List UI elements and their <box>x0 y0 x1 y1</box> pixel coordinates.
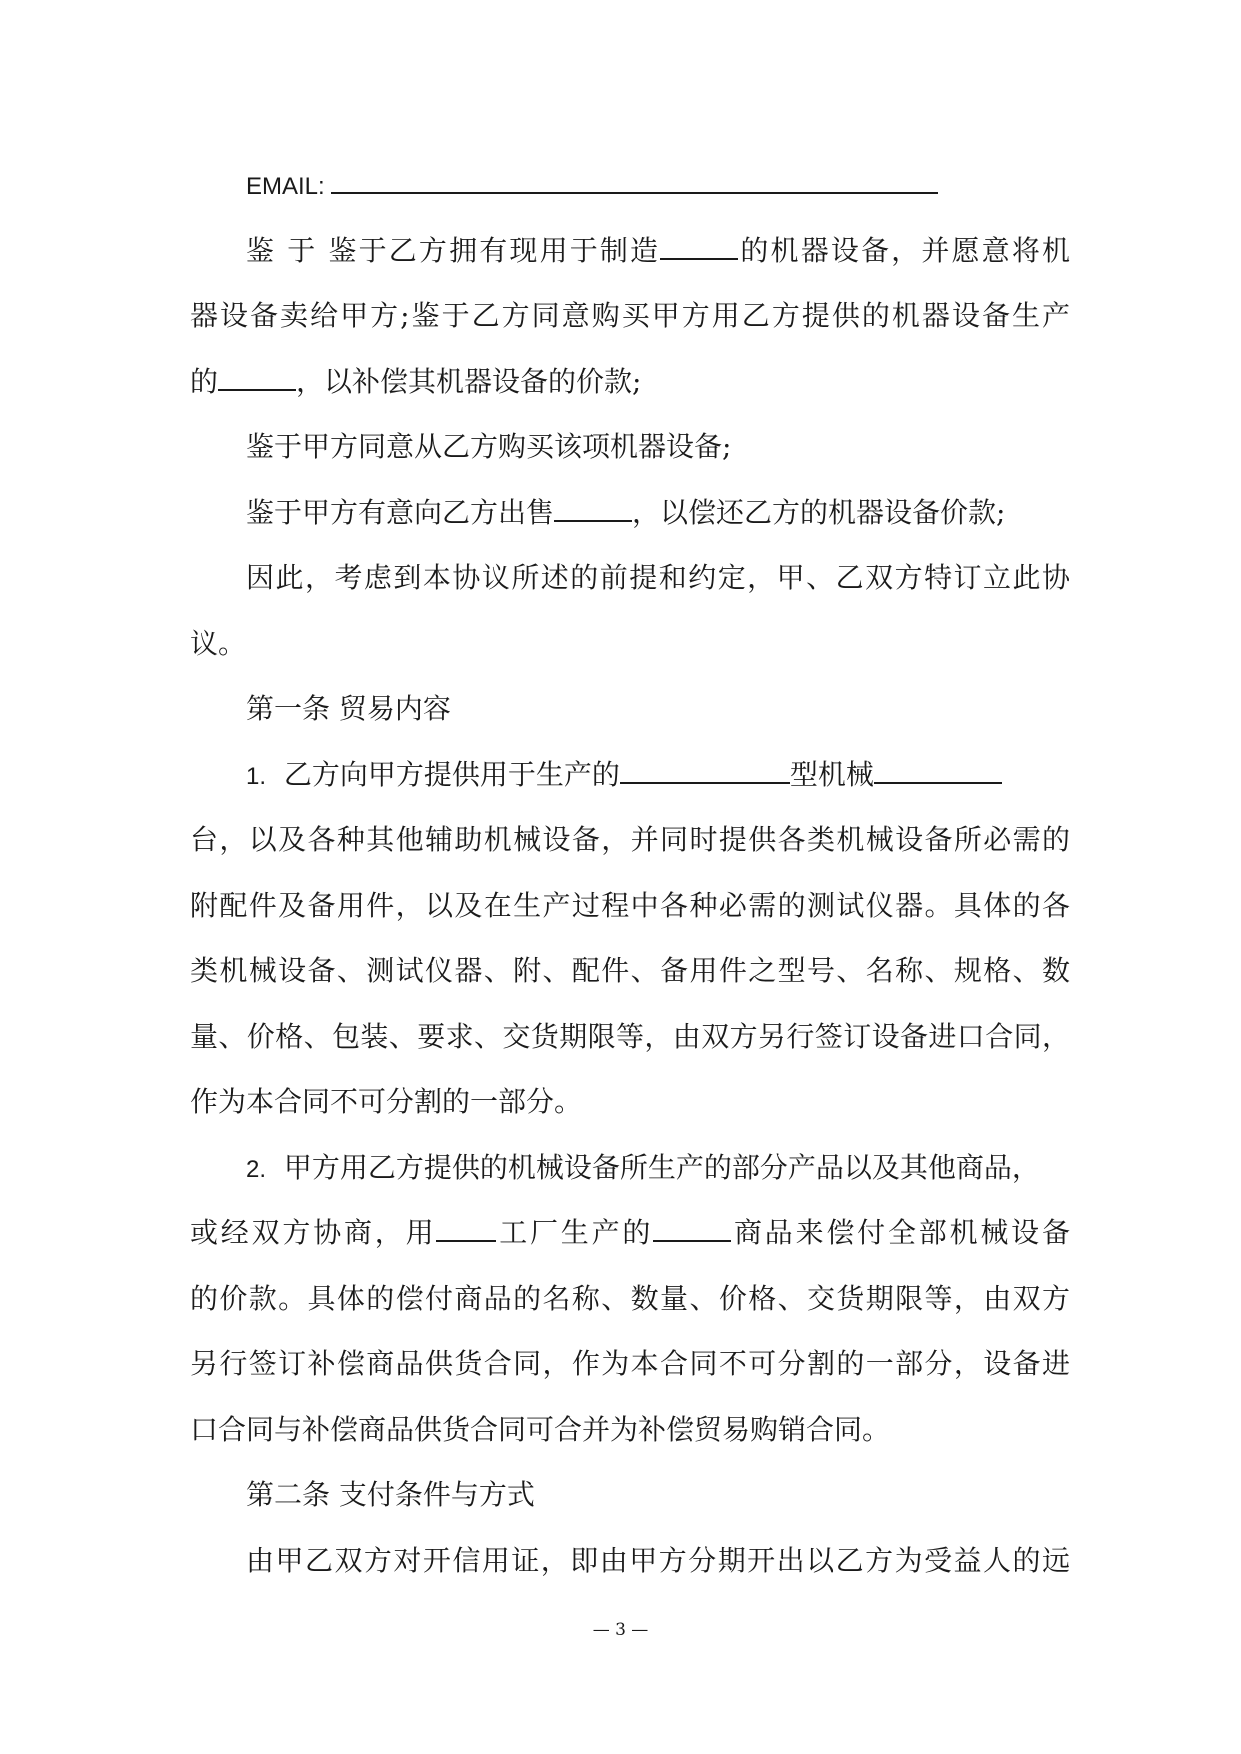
item-text: 商品来偿付全部机械设备 <box>731 1216 1070 1249</box>
article-1-item-1-line-2 <box>190 807 1070 873</box>
item-number: 1. <box>246 762 267 790</box>
recital-text: 器设备卖给甲方;鉴于乙方同意购买甲方用乙方提供的机器设备生产 <box>190 299 1070 332</box>
item-text: 类机械设备、测试仪器、附、配件、备用件之型号、名称、规格、数 <box>190 954 1070 987</box>
recital-3 <box>190 480 1070 546</box>
recital-text: 因此，考虑到本协议所述的前提和约定，甲、乙双方特订立此协 <box>246 561 1070 594</box>
blank-field <box>436 1218 496 1242</box>
recital-text: 鉴于甲方有意向乙方出售 <box>246 495 555 529</box>
item-text: 工厂生产的 <box>496 1216 654 1249</box>
blank-field <box>653 1218 731 1242</box>
recital-1-line-1 <box>190 218 1070 284</box>
article-1-item-2-line-3 <box>190 1266 1070 1332</box>
item-number: 2. <box>246 1155 267 1183</box>
blank-field <box>620 760 790 784</box>
blank-field <box>554 498 632 522</box>
item-text: 作为本合同不可分割的一部分。 <box>190 1085 583 1118</box>
item-text: 另行签订补偿商品供货合同，作为本合同不可分割的一部分，设备进 <box>190 1347 1070 1380</box>
email-blank <box>331 170 938 194</box>
article-1-item-2-line-4 <box>190 1331 1070 1397</box>
item-text: 或经双方协商，用 <box>190 1216 437 1249</box>
recital-text: 鉴于甲方同意从乙方购买该项机器设备; <box>246 430 732 463</box>
article-heading: 第二条 支付条件与方式 <box>246 1478 535 1511</box>
item-text: 附配件及备用件，以及在生产过程中各种必需的测试仪器。具体的各 <box>190 888 1070 922</box>
blank-field <box>874 760 1002 784</box>
article-1-item-1-line-1 <box>190 742 1070 808</box>
email-label: EMAIL: <box>246 173 332 200</box>
article-1-item-1-line-6 <box>190 1069 1070 1135</box>
contract-body <box>190 152 1070 1593</box>
email-line <box>190 152 1070 218</box>
article-1-item-2-line-1 <box>190 1135 1070 1201</box>
recital-4-line-1 <box>190 545 1070 611</box>
item-text: 乙方向甲方提供用于生产的 <box>283 757 620 791</box>
article-heading: 第一条 贸易内容 <box>246 692 451 725</box>
item-text: 甲方用乙方提供的机械设备所生产的部分产品以及其他商品， <box>283 1150 1040 1184</box>
recital-text: 鉴 于 鉴于乙方拥有现用于制造 <box>246 233 661 267</box>
article-1-item-2-line-2 <box>190 1200 1070 1266</box>
item-text: 量、价格、包装、要求、交货期限等，由双方另行签订设备进口合同， <box>190 1019 1070 1053</box>
recital-1-line-2 <box>190 283 1070 349</box>
recital-1-line-3 <box>190 349 1070 415</box>
item-text: 的价款。具体的偿付商品的名称、数量、价格、交货期限等，由双方 <box>190 1281 1070 1315</box>
page-number: — 3 — <box>592 1620 649 1640</box>
item-text: 台，以及各种其他辅助机械设备，并同时提供各类机械设备所必需的 <box>190 823 1070 856</box>
article-1-item-1-line-5 <box>190 1004 1070 1070</box>
recital-text: 议。 <box>190 626 247 660</box>
item-text: 口合同与补偿商品供货合同可合并为补偿贸易购销合同。 <box>190 1412 891 1446</box>
recital-text: ，以补偿其机器设备的价款; <box>296 364 642 398</box>
article-2-heading <box>190 1462 1070 1528</box>
recital-text: ，以偿还乙方的机器设备价款; <box>632 495 1006 529</box>
item-text: 型机械 <box>789 757 874 791</box>
article-1-heading <box>190 676 1070 742</box>
recital-text: 的 <box>190 364 219 398</box>
article-1-item-1-line-4 <box>190 938 1070 1004</box>
blank-field <box>660 236 738 260</box>
article-1-item-2-line-5 <box>190 1397 1070 1463</box>
article-2-line-1 <box>190 1528 1070 1594</box>
article-1-item-1-line-3 <box>190 873 1070 939</box>
article-text: 由甲乙双方对开信用证，即由甲方分期开出以乙方为受益人的远 <box>246 1543 1070 1577</box>
recital-2 <box>190 414 1070 480</box>
blank-field <box>218 367 296 391</box>
recital-4-line-2 <box>190 611 1070 677</box>
recital-text: 的机器设备，并愿意将机 <box>738 233 1070 267</box>
